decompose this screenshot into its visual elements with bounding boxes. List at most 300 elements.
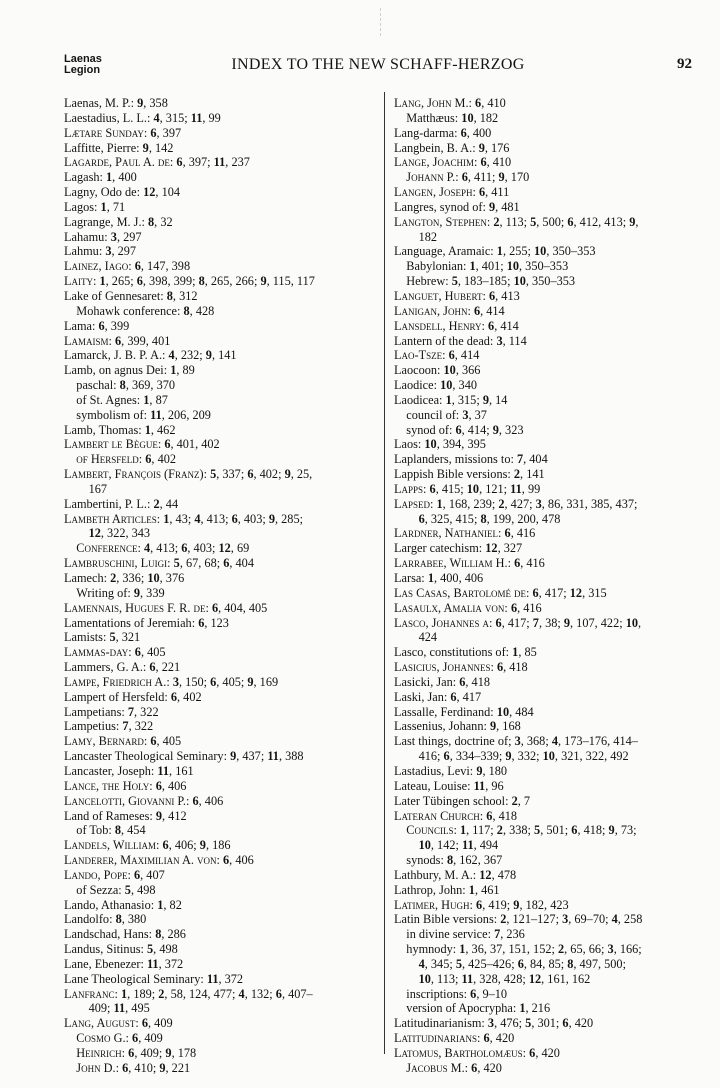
entry-text: , 107, 422; xyxy=(570,615,626,630)
entry-name-smallcaps: Lammas-day: xyxy=(64,645,132,660)
index-entry xyxy=(394,348,704,363)
index-entry xyxy=(64,749,374,764)
entry-text: , 419; xyxy=(482,897,514,912)
entry-text: , 86, 331, 385, 437; xyxy=(541,496,638,511)
index-entry xyxy=(394,838,704,853)
index-entry xyxy=(394,927,704,942)
volume-number: 5 xyxy=(147,942,154,957)
volume-number: 11 xyxy=(146,956,159,971)
entry-text: , 322, 343 xyxy=(100,526,151,541)
volume-number: 4 xyxy=(611,912,618,927)
volume-number: 9 xyxy=(155,808,163,823)
index-entry xyxy=(394,244,704,259)
entry-text: Lane Theological Seminary: xyxy=(64,971,207,986)
entry-text: Lampetius: xyxy=(64,719,123,734)
entry-text: , 406 xyxy=(229,853,254,868)
entry-text: Landus, Sitinus: xyxy=(64,942,148,957)
index-entry xyxy=(394,705,704,720)
entry-text: , 237 xyxy=(225,155,250,170)
volume-number: 2 xyxy=(500,912,507,927)
index-entry xyxy=(394,111,704,126)
volume-number: 8 xyxy=(114,823,121,838)
entry-text: , 338; xyxy=(502,823,535,838)
entry-text: , 418 xyxy=(465,674,490,689)
entry-text: , 9–10 xyxy=(476,986,508,1001)
volume-number: 10 xyxy=(466,481,480,496)
entry-text: , 497, 500; xyxy=(573,956,626,971)
entry-text: , 67, 68; xyxy=(179,556,224,571)
entry-text: , 89 xyxy=(176,363,195,378)
entry-text: , 400 xyxy=(112,170,137,185)
volume-number: 1 xyxy=(459,942,466,957)
volume-number: 5 xyxy=(173,556,180,571)
entry-text: , 58, 124, 477; xyxy=(164,986,239,1001)
volume-number: 11 xyxy=(267,749,279,764)
volume-number: 2 xyxy=(511,793,518,808)
volume-number: 9 xyxy=(133,585,141,600)
entry-name-smallcaps: Lasicius, Johannes: xyxy=(394,660,494,675)
entry-text: , 410 xyxy=(486,155,512,170)
volume-number: 6 xyxy=(141,1016,149,1031)
entry-text: , 461 xyxy=(474,882,500,897)
entry-text: , 85 xyxy=(518,645,537,660)
entry-text: Landolfo: xyxy=(64,912,116,927)
entry-text: , 478 xyxy=(491,867,517,882)
volume-number: 3 xyxy=(105,244,112,259)
entry-name-smallcaps: Lang, John M.: xyxy=(394,96,472,110)
volume-number: 2 xyxy=(557,942,565,957)
volume-number: 6 xyxy=(495,615,502,630)
entry-text: , 182 xyxy=(473,110,499,125)
index-entry xyxy=(64,823,374,838)
entry-text: , 388 xyxy=(278,749,304,764)
entry-text: , 69–70; xyxy=(568,912,612,927)
volume-number: 9 xyxy=(505,749,512,764)
volume-number: 10 xyxy=(418,971,431,986)
index-entry xyxy=(64,809,374,824)
volume-number: 5 xyxy=(530,214,537,229)
index-entry xyxy=(394,512,704,527)
volume-number: 12 xyxy=(479,867,492,882)
volume-number: 10 xyxy=(461,110,474,125)
index-entry xyxy=(64,586,374,601)
volume-number: 6 xyxy=(223,556,230,571)
index-entry xyxy=(64,794,374,809)
volume-number: 9 xyxy=(268,511,275,526)
entry-name-smallcaps: Lansdell, Henry: xyxy=(394,318,485,333)
index-entry xyxy=(394,586,704,601)
volume-number: 6 xyxy=(211,600,219,615)
entry-text: , 99 xyxy=(202,110,221,125)
entry-text: , 417; xyxy=(538,585,570,600)
entry-name-smallcaps: Lasco, Johannes a: xyxy=(394,615,493,630)
index-entry xyxy=(394,185,704,200)
entry-text: , 484 xyxy=(509,704,534,719)
entry-text: , 315; xyxy=(451,392,483,407)
volume-number: 11 xyxy=(190,110,203,125)
entry-text: , 413; xyxy=(200,511,232,526)
index-entry xyxy=(394,497,704,512)
entry-text: , 199, 200, 478 xyxy=(486,511,561,526)
entry-text: inscriptions: xyxy=(406,986,471,1001)
entry-text: Laodicea: xyxy=(394,392,446,407)
index-entry xyxy=(394,660,704,675)
volume-number: 8 xyxy=(115,912,122,927)
entry-text: , 170 xyxy=(504,170,530,185)
volume-number: 6 xyxy=(164,437,171,452)
volume-number: 4 xyxy=(144,541,151,556)
index-entry xyxy=(394,616,704,631)
entry-text: , 399 xyxy=(104,318,130,333)
entry-text: , 173–176, 414– xyxy=(557,734,638,749)
entry-text: Landschad, Hans: xyxy=(64,927,156,942)
entry-text: Langres, synod of: xyxy=(394,199,489,214)
entry-text: , 358 xyxy=(143,96,168,110)
entry-text: 409; xyxy=(88,1001,114,1016)
volume-number: 11 xyxy=(150,407,162,422)
volume-number: 8 xyxy=(166,288,173,303)
index-entry xyxy=(394,942,704,957)
volume-number: 9 xyxy=(199,838,206,853)
index-entry xyxy=(64,987,374,1002)
entry-name-smallcaps: Latitudinarians: xyxy=(394,1031,481,1046)
entry-text: of Tob: xyxy=(76,823,115,838)
entry-name-smallcaps: Conference: xyxy=(76,541,141,556)
entry-text: , 397 xyxy=(156,125,182,140)
entry-text: , 87 xyxy=(149,392,168,407)
index-entry xyxy=(64,289,374,304)
index-entry xyxy=(64,378,374,393)
entry-text: , 258 xyxy=(617,912,643,927)
index-entry xyxy=(394,823,704,838)
entry-text: , 425–426; xyxy=(462,956,518,971)
entry-text: , 141 xyxy=(211,348,237,363)
volume-number: 8 xyxy=(155,927,162,942)
index-entry xyxy=(64,883,374,898)
entry-text: , 406; xyxy=(168,838,200,853)
guide-word-last: Legion xyxy=(64,64,101,76)
index-entry xyxy=(394,794,704,809)
volume-number: 8 xyxy=(148,214,155,229)
index-entry xyxy=(394,289,704,304)
entry-text: Language, Aramaic: xyxy=(394,244,497,259)
volume-number: 10 xyxy=(625,615,639,630)
entry-text: , 413 xyxy=(495,288,520,303)
entry-name-smallcaps: Heinrich: xyxy=(76,1046,126,1060)
volume-number: 3 xyxy=(487,1016,495,1031)
index-entry xyxy=(64,259,374,274)
volume-number: 6 xyxy=(510,600,518,615)
volume-number: 1 xyxy=(427,571,434,585)
entry-text: Lamists: xyxy=(64,630,110,645)
entry-text: , 401; xyxy=(475,259,507,274)
volume-number: 2 xyxy=(158,986,165,1001)
index-entry xyxy=(394,898,704,913)
entry-text: , 427; xyxy=(504,496,536,511)
index-entry xyxy=(64,1016,374,1031)
volume-number: 9 xyxy=(137,96,144,110)
entry-text: , 372 xyxy=(158,956,184,971)
index-entry xyxy=(394,200,704,215)
entry-text: , 221 xyxy=(155,660,181,675)
volume-number: 6 xyxy=(181,541,188,556)
entry-text: , 168, 239; xyxy=(442,496,499,511)
entry-text: , 82 xyxy=(163,897,182,912)
index-entry xyxy=(394,883,704,898)
volume-number: 6 xyxy=(476,897,483,912)
entry-text: , 402 xyxy=(177,689,202,704)
index-entry xyxy=(64,304,374,319)
entry-text: Lampert of Hersfeld: xyxy=(64,689,171,704)
index-entry xyxy=(394,541,704,556)
entry-text: , 495 xyxy=(125,1001,150,1016)
volume-number: 5 xyxy=(455,956,462,971)
volume-number: 10 xyxy=(147,571,160,585)
running-title: INDEX TO THE NEW SCHAFF-HERZOG xyxy=(231,56,525,73)
entry-text: Lappish Bible versions: xyxy=(394,467,514,482)
entry-text: Lampetians: xyxy=(64,704,128,719)
volume-number: 1 xyxy=(143,392,150,407)
volume-number: 9 xyxy=(608,823,615,838)
entry-name-smallcaps: Lainez, Iago: xyxy=(64,259,132,274)
volume-number: 6 xyxy=(162,838,169,853)
volume-number: 6 xyxy=(471,1060,478,1075)
entry-text: , 104 xyxy=(155,185,181,200)
volume-number: 1 xyxy=(170,363,177,378)
entry-text: Laos: xyxy=(394,437,425,452)
entry-name-smallcaps: Lamaism: xyxy=(64,333,112,348)
entry-text: , 43; xyxy=(169,511,195,526)
entry-text: , 71 xyxy=(106,199,126,214)
entry-text: Last things, doctrine of; xyxy=(394,734,515,749)
index-entry xyxy=(64,185,374,200)
entry-name-smallcaps: Landels, William: xyxy=(64,838,160,853)
entry-text: Lastadius, Levi: xyxy=(394,763,477,778)
volume-number: 2 xyxy=(110,571,117,585)
volume-number: 8 xyxy=(198,274,205,289)
entry-text: , 407 xyxy=(140,867,165,882)
volume-number: 1 xyxy=(106,170,113,185)
index-entry xyxy=(64,942,374,957)
index-entry xyxy=(64,170,374,185)
entry-text: Lahamu: xyxy=(64,229,111,244)
entry-text: , 420 xyxy=(535,1046,560,1060)
entry-name-smallcaps: Lardner, Nathaniel: xyxy=(394,526,502,541)
volume-number: 9 xyxy=(629,214,636,229)
entry-text: , 121–127; xyxy=(506,912,563,927)
entry-text: Laffitte, Pierre: xyxy=(64,140,143,155)
entry-text: , 339 xyxy=(140,585,165,600)
index-entry xyxy=(394,764,704,779)
entry-name-smallcaps: Lagarde, Paul A. de: xyxy=(64,155,174,170)
entry-text: , 14 xyxy=(488,392,508,407)
entry-text: , 216 xyxy=(525,1001,551,1016)
entry-text: , 417 xyxy=(456,689,482,704)
entry-text: Larsa: xyxy=(394,571,428,585)
volume-number: 11 xyxy=(113,1001,126,1016)
entry-name-smallcaps: Lambruschini, Luigi: xyxy=(64,556,171,571)
entry-text: , 141 xyxy=(520,467,545,482)
volume-number: 11 xyxy=(510,481,522,496)
entry-text: paschal: xyxy=(76,378,120,393)
entry-text: , 405 xyxy=(140,645,166,660)
entry-text: , 322 xyxy=(128,719,154,734)
volume-number: 10 xyxy=(513,274,526,289)
entry-name-smallcaps: Lateran Church: xyxy=(394,808,484,823)
entry-text: , 410; xyxy=(128,1060,160,1075)
entry-text: , 498 xyxy=(153,942,178,957)
index-entry xyxy=(394,437,704,452)
entry-text: , 113; xyxy=(430,971,462,986)
volume-number: 6 xyxy=(275,986,282,1001)
volume-number: 12 xyxy=(528,971,542,986)
page-number: 92 xyxy=(677,56,692,72)
entry-text: Hebrew: xyxy=(406,274,452,289)
entry-name-smallcaps: Lambeth Articles: xyxy=(64,511,161,526)
index-entry xyxy=(394,334,704,349)
entry-name-smallcaps: Lange, Joachim: xyxy=(394,155,478,170)
volume-number: 3 xyxy=(535,496,542,511)
entry-text: , 332; xyxy=(511,749,543,764)
index-entry xyxy=(394,853,704,868)
entry-text: , 462 xyxy=(150,422,176,437)
entry-text: , 416 xyxy=(510,526,536,541)
volume-number: 9 xyxy=(142,140,149,155)
volume-number: 11 xyxy=(473,778,486,793)
entry-text: , 411; xyxy=(467,170,499,185)
entry-text: Lagrange, M. J.: xyxy=(64,214,149,229)
index-entry xyxy=(64,690,374,705)
volume-number: 6 xyxy=(150,125,157,140)
volume-number: 4 xyxy=(194,511,201,526)
volume-number: 9 xyxy=(488,199,496,214)
volume-number: 6 xyxy=(470,986,477,1001)
volume-number: 3 xyxy=(496,333,503,348)
volume-number: 6 xyxy=(475,96,482,110)
entry-text: , 414 xyxy=(454,348,480,363)
volume-number: 3 xyxy=(607,942,614,957)
entry-text: version of Apocrypha: xyxy=(406,1001,520,1016)
volume-number: 11 xyxy=(206,971,219,986)
entry-name-smallcaps: of Hersfeld: xyxy=(76,452,143,467)
volume-number: 1 xyxy=(512,645,519,660)
volume-number: 4 xyxy=(418,956,425,971)
entry-name-smallcaps: Lambert, François (Franz): xyxy=(64,467,207,482)
entry-text: , 161, 162 xyxy=(541,971,591,986)
volume-number: 1 xyxy=(460,823,467,838)
entry-text: Lasicki, Jan: xyxy=(394,674,460,689)
entry-text: , 368; xyxy=(520,734,552,749)
volume-number: 10 xyxy=(418,838,431,853)
index-entry xyxy=(64,868,374,883)
entry-text: , 401, 402 xyxy=(170,437,220,452)
entry-text: , 65, 66; xyxy=(564,942,608,957)
entry-text: , 414 xyxy=(480,303,505,318)
entry-text: , 414 xyxy=(494,318,519,333)
index-entry xyxy=(394,749,704,764)
entry-text: Laocoon: xyxy=(394,363,444,378)
index-entry xyxy=(394,1016,704,1031)
entry-text: hymnody: xyxy=(406,942,460,957)
entry-text: , 414; xyxy=(461,422,493,437)
entry-text: , 409 xyxy=(148,1016,173,1031)
volume-number: 1 xyxy=(144,422,151,437)
index-entry xyxy=(394,467,704,482)
entry-text: , 372 xyxy=(218,971,244,986)
volume-number: 6 xyxy=(459,674,466,689)
index-entry xyxy=(394,1031,704,1046)
volume-number: 8 xyxy=(567,956,574,971)
entry-name-smallcaps: Johann P.: xyxy=(406,170,459,185)
entry-text: , 182, 423 xyxy=(519,897,569,912)
entry-text: , 345; xyxy=(424,956,456,971)
volume-number: 9 xyxy=(489,719,497,734)
volume-number: 10 xyxy=(443,363,456,378)
entry-text: Laenas, M. P.: xyxy=(64,96,138,110)
volume-number: 11 xyxy=(157,763,170,778)
entry-text: , 369, 370 xyxy=(125,378,176,393)
entry-text: Matthæus: xyxy=(406,110,462,125)
volume-number: 2 xyxy=(493,214,500,229)
index-entry xyxy=(64,452,374,467)
entry-text: , 297 xyxy=(116,229,142,244)
entry-text: Lathrop, John: xyxy=(394,882,469,897)
volume-number: 6 xyxy=(145,452,152,467)
entry-text: Lathbury, M. A.: xyxy=(394,867,480,882)
entry-text: Lagos: xyxy=(64,199,101,214)
index-entry xyxy=(394,912,704,927)
volume-number: 1 xyxy=(436,496,443,511)
volume-number: 8 xyxy=(183,303,190,318)
entry-text: Laodice: xyxy=(394,378,441,393)
volume-number: 11 xyxy=(213,155,226,170)
index-entry xyxy=(394,126,704,141)
entry-text: , 376 xyxy=(159,571,185,585)
index-entry xyxy=(64,348,374,363)
entry-name-smallcaps: Languet, Hubert: xyxy=(394,288,486,303)
volume-number: 6 xyxy=(122,1060,129,1075)
entry-name-smallcaps: Lambert le Bègue: xyxy=(64,437,162,452)
volume-number: 6 xyxy=(450,689,457,704)
entry-text: Lahmu: xyxy=(64,244,106,259)
entry-text: Latin Bible versions: xyxy=(394,912,501,927)
index-entry xyxy=(394,408,704,423)
entry-text: , 405 xyxy=(156,734,182,749)
guide-word-first: Laenas xyxy=(64,53,102,65)
volume-number: 1 xyxy=(163,511,170,526)
volume-number: 8 xyxy=(446,853,454,868)
entry-name-smallcaps: Langton, Stephen: xyxy=(394,214,491,229)
volume-number: 6 xyxy=(461,170,468,185)
entry-name-smallcaps: Lapps: xyxy=(394,481,427,496)
index-entry xyxy=(64,274,374,289)
index-entry xyxy=(394,319,704,334)
entry-text: Lamb, on agnus Dei: xyxy=(64,363,171,378)
volume-number: 6 xyxy=(149,660,156,675)
volume-number: 6 xyxy=(429,481,436,496)
entry-text: , 301; xyxy=(531,1016,563,1031)
entry-name-smallcaps: Landerer, Maximilian A. von: xyxy=(64,853,220,868)
volume-number: 12 xyxy=(569,585,583,600)
volume-number: 9 xyxy=(498,170,505,185)
volume-number: 5 xyxy=(124,882,131,897)
index-entry xyxy=(64,1061,374,1076)
entry-text: , 297 xyxy=(111,244,137,259)
index-entry xyxy=(64,423,374,438)
index-entry xyxy=(394,972,704,987)
volume-number: 6 xyxy=(488,318,495,333)
entry-text: , 406 xyxy=(198,793,224,808)
